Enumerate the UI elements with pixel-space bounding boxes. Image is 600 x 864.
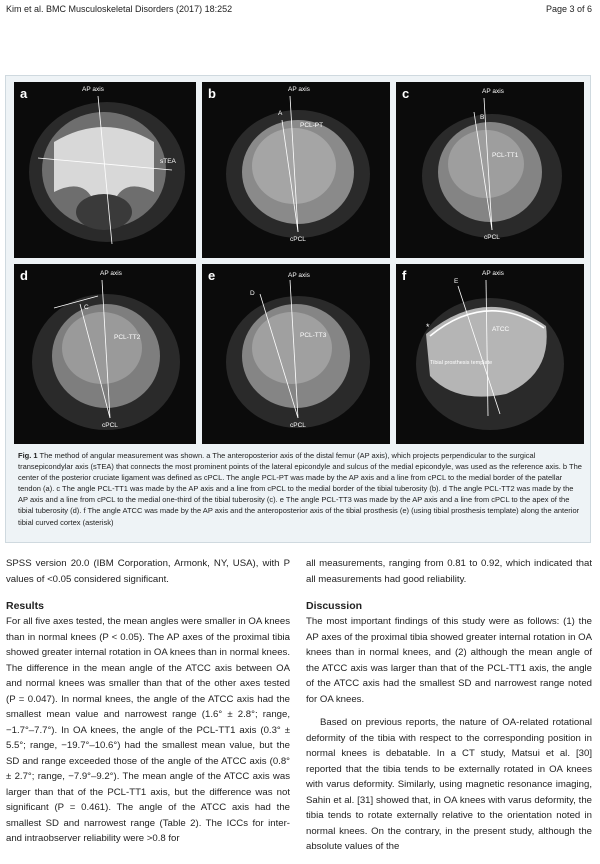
annotation-atcc: ATCC (492, 326, 510, 333)
annotation-cpcl: cPCL (290, 422, 306, 429)
annotation-point-a: A (278, 110, 283, 117)
annotation-ap-axis: AP axis (100, 270, 122, 277)
page-number: Page 3 of 6 (545, 4, 592, 14)
figure-panel-d (14, 264, 196, 444)
annotation-point-e: E (454, 278, 459, 285)
annotation-asterisk: * (426, 322, 430, 332)
discussion-paragraph-1: The most important findings of this study were as follows: (1) the AP axes of the proximal tibia showed greater internal rotation in OA knees than in normal knees, and (2) although the mean angle of the ATCC axis was larger than that of the PCL-TT1 axis, the angle of the ATCC axis had the smallest SD and narrowest range noted for OA knees. (306, 616, 592, 705)
figure-panel-c (396, 82, 584, 258)
ct-image-b (202, 82, 390, 258)
ct-image-a (14, 82, 196, 258)
discussion-paragraph-2: Based on previous reports, the nature of OA-related rotational deformity of the tibia with respect to the corresponding position in normal knees is debatable. In a CT study, Matsui et al. [30] reported that the tibia tends to be externally rotated in OA knees with varus deformity. Similarly, using magnetic resonance imaging, Sahin et al. [31] showed that, in OA knees with varus deformity, the tibia tends to rotate externally relative to the orientation noted in normal knees. On the contrary, in the present study, although the absolute values of the (306, 717, 592, 852)
panel-label-a: a (20, 86, 28, 101)
ct-image-d (14, 264, 196, 444)
ct-image-f (396, 264, 584, 444)
annotation-pcl-pt: PCL-PT (300, 122, 324, 129)
figure-caption (18, 450, 584, 528)
annotation-ap-axis: AP axis (482, 270, 504, 277)
annotation-cpcl: cPCL (290, 236, 306, 243)
page-header (0, 0, 600, 20)
left-column (6, 556, 290, 847)
annotation-stea: sTEA (160, 158, 176, 165)
annotation-ap-axis: AP axis (82, 86, 104, 93)
annotation-point-c: C (84, 304, 89, 311)
panel-label-b: b (208, 86, 216, 101)
annotation-pcl-tt1: PCL-TT1 (492, 152, 519, 159)
annotation-pcl-tt3: PCL-TT3 (300, 332, 327, 339)
journal-citation: Kim et al. BMC Musculoskeletal Disorders (2017) 18:252 (6, 4, 233, 14)
annotation-tibial-prosthesis-template: Tibial prosthesis template (430, 360, 493, 366)
methods-end-paragraph: SPSS version 20.0 (IBM Corporation, Armonk, NY, USA), with P values of <0.05 considered significant. (6, 558, 290, 585)
figure-caption-label: Fig. 1 (18, 451, 38, 460)
annotation-cpcl: cPCL (102, 422, 118, 429)
discussion-heading: Discussion (306, 600, 363, 612)
right-column (306, 556, 592, 855)
figure-panel-f (396, 264, 584, 444)
annotation-ap-axis: AP axis (288, 86, 310, 93)
figure-1 (5, 75, 591, 543)
annotation-cpcl: cPCL (484, 234, 500, 241)
panel-label-c: c (402, 86, 410, 101)
figure-panel-a (14, 82, 196, 258)
figure-panel-e (202, 264, 390, 444)
annotation-ap-axis: AP axis (482, 88, 504, 95)
results-end-paragraph: all measurements, ranging from 0.81 to 0.92, which indicated that all measurements had good reliability. (306, 558, 592, 585)
panel-label-d: d (20, 268, 28, 283)
annotation-pcl-tt2: PCL-TT2 (114, 334, 141, 341)
figure-panel-b (202, 82, 390, 258)
annotation-point-d: D (250, 290, 255, 297)
panel-label-e: e (208, 268, 216, 283)
ct-image-c (396, 82, 584, 258)
annotation-point-b: B (480, 114, 485, 121)
annotation-ap-axis: AP axis (288, 272, 310, 279)
results-heading: Results (6, 600, 44, 612)
figure-caption-text: The method of angular measurement was shown. a The anteroposterior axis of the distal femur (AP axis), which projects perpendicular to the surgical transepicondylar axis (sTEA) that connects the most prominent points of the lateral epicondyle and sulcus of the medial epicondyle, was used as the reference axis. b The center of the posterior cruciate ligament was defined as cPCL. The angle PCL-PT was made by the AP axis and a line from cPCL to the medial border of the patellar tendon (a). c The angle PCL-TT1 was made by the AP axis and a line from cPCL to the medial border of the tibial tuberosity (b). d The angle PCL-TT2 was made by the AP axis and a line from cPCL to the medial one-third of the tibial tuberosity (c). e The angle PCL-TT3 was made by the AP axis and a line from cPCL to the apex of the tibial tuberosity (d). f The angle ATCC was made by the AP axis and the anteroposterior axis of the tibial prosthesis (e) (using tibial prosthesis template) along the anterior tibial curved cortex (asterisk) (18, 451, 582, 527)
results-paragraph: For all five axes tested, the mean angles were smaller in OA knees than in normal knees (P < 0.05). The AP axes of the proximal tibia showed greater internal rotation in OA knees than in normal knees. The difference in the mean angle of the ATCC axis between OA and normal knees was smaller than that of the other axes tested (P = 0.047). In normal knees, the angle of the ATCC axis had the smallest mean value and narrowest range (1.6° ± 2.8°; range, −1.7°–7.7°). In OA knees, the angle of the PCL-TT1 axis (0.3° ± 5.5°; range, −19.7°–10.6°) had the smallest mean value, but the SD and range exceeded those of the angle of the ATCC axis (0.8° ± 2.7°; range, −7.9°–9.2°). The mean angle of the ATCC axis was larger than that of the PCL-TT1 axis, but the difference was not significant (P = 0.461). The angle of the ATCC axis had the smallest SD and narrowest range (Table 2). The ICCs for inter- and intraobserver reliability were >0.8 for (6, 616, 290, 844)
panel-label-f: f (402, 268, 407, 283)
ct-image-e (202, 264, 390, 444)
